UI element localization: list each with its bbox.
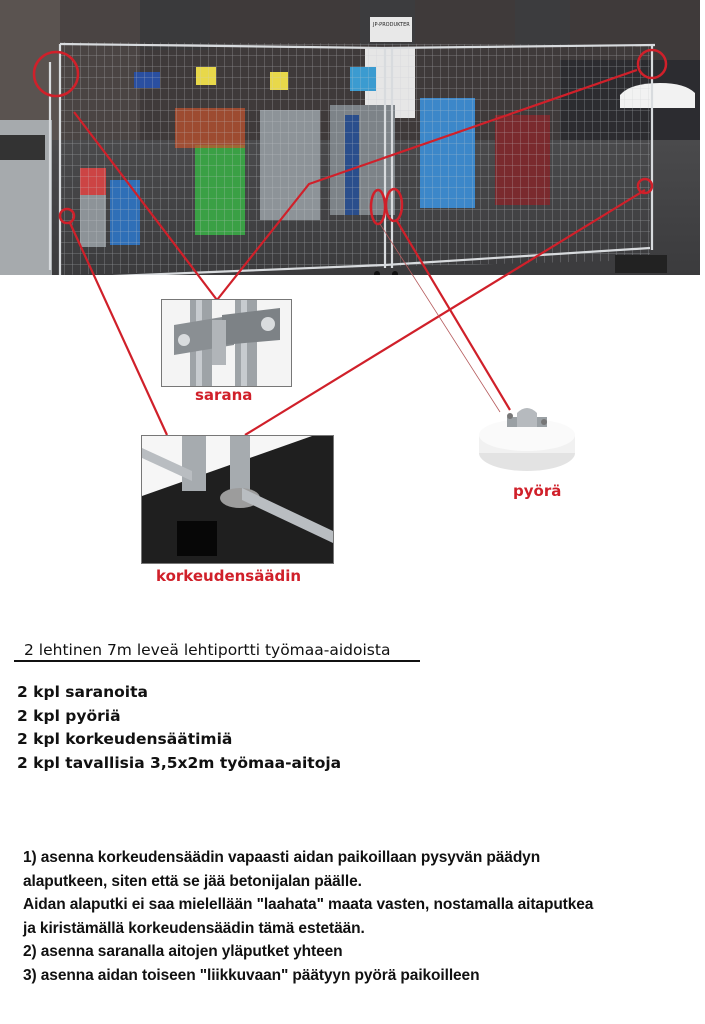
building-sign: JP-PRODUKTER xyxy=(373,22,410,28)
wheel-label: pyörä xyxy=(513,482,562,500)
parts-list-item: 2 kpl korkeudensäätimiä xyxy=(17,730,233,748)
step-line: ja kiristämällä korkeudensäädin tämä estetään. xyxy=(23,919,365,937)
parts-list xyxy=(17,681,341,775)
step-line: alaputkeen, siten että se jää betonijalan päälle. xyxy=(23,872,362,890)
heading-underline xyxy=(14,660,420,662)
hinge-label: sarana xyxy=(195,386,253,404)
step-line: 3) asenna aidan toiseen "liikkuvaan" päätyyn pyörä paikoilleen xyxy=(23,966,480,984)
step-line: 2) asenna saranalla aitojen yläputket yhteen xyxy=(23,943,343,960)
height-adjuster-label: korkeudensäädin xyxy=(156,567,302,585)
hinge-inset-image xyxy=(161,299,292,387)
page-title: 2 lehtinen 7m leveä lehtiportti työmaa-aidoista xyxy=(24,641,391,659)
wheel-inset-image xyxy=(472,395,582,475)
step-line: 1) asenna korkeudensäädin vapaasti aidan paikoillaan pysyvän päädyn xyxy=(23,849,541,866)
parts-list-item: 2 kpl saranoita xyxy=(17,683,148,701)
fence-gate-photo xyxy=(0,0,700,275)
parts-list-item: 2 kpl tavallisia 3,5x2m työmaa-aitoja xyxy=(17,753,342,772)
height-adjuster-inset-image xyxy=(141,435,334,564)
step-line: Aidan alaputki ei saa mielellään "laahata" maata vasten, nostamalla aitaputkea xyxy=(23,896,594,913)
installation-steps xyxy=(23,846,593,987)
parts-list-item: 2 kpl pyöriä xyxy=(17,706,121,725)
